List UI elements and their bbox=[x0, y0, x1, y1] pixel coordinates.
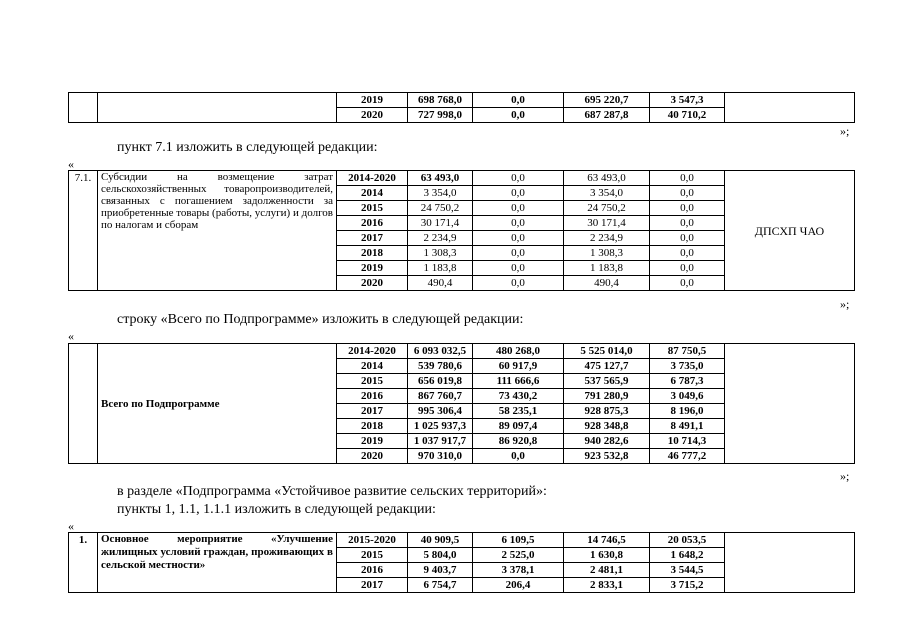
year-cell: 2015 bbox=[337, 548, 408, 563]
total-label: Всего по Подпрограмме bbox=[98, 344, 337, 464]
value-cell: 1 308,3 bbox=[408, 246, 473, 261]
value-cell: 928 875,3 bbox=[564, 404, 650, 419]
year-cell: 2020 bbox=[337, 108, 408, 123]
item-number: 7.1. bbox=[69, 171, 98, 291]
value-cell: 0,0 bbox=[473, 108, 564, 123]
value-cell: 8 491,1 bbox=[650, 419, 725, 434]
value-cell: 0,0 bbox=[650, 171, 725, 186]
year-cell: 2017 bbox=[337, 231, 408, 246]
value-cell: 3 354,0 bbox=[564, 186, 650, 201]
value-cell: 2 234,9 bbox=[564, 231, 650, 246]
year-cell: 2017 bbox=[337, 578, 408, 593]
value-cell: 537 565,9 bbox=[564, 374, 650, 389]
value-cell: 0,0 bbox=[473, 231, 564, 246]
value-cell: 10 714,3 bbox=[650, 434, 725, 449]
value-cell: 0,0 bbox=[650, 276, 725, 291]
table-total bbox=[68, 343, 855, 464]
value-cell: 0,0 bbox=[650, 216, 725, 231]
value-cell: 0,0 bbox=[473, 246, 564, 261]
value-cell: 1 183,8 bbox=[564, 261, 650, 276]
value-cell: 5 525 014,0 bbox=[564, 344, 650, 359]
value-cell: 6 093 032,5 bbox=[408, 344, 473, 359]
value-cell: 5 804,0 bbox=[408, 548, 473, 563]
table-item-7-1 bbox=[68, 170, 855, 291]
item-description: Субсидии на возмещение затрат сельскохозяйственных товаропроизводителей, связанных с погашением задолженности за приобретенные товары (работы, услуги) и долгов по налогам и сборам bbox=[98, 171, 337, 291]
value-cell: 0,0 bbox=[473, 201, 564, 216]
value-cell: 63 493,0 bbox=[408, 171, 473, 186]
value-cell: 1 630,8 bbox=[564, 548, 650, 563]
paragraph: пункты 1, 1.1, 1.1.1 изложить в следующей редакции: bbox=[117, 502, 436, 517]
value-cell: 1 037 917,7 bbox=[408, 434, 473, 449]
year-cell: 2020 bbox=[337, 276, 408, 291]
table-item-1 bbox=[68, 532, 855, 593]
year-cell: 2015-2020 bbox=[337, 533, 408, 548]
value-cell: 727 998,0 bbox=[408, 108, 473, 123]
value-cell: 60 917,9 bbox=[473, 359, 564, 374]
value-cell: 3 049,6 bbox=[650, 389, 725, 404]
value-cell: 995 306,4 bbox=[408, 404, 473, 419]
value-cell: 3 544,5 bbox=[650, 563, 725, 578]
value-cell: 6 109,5 bbox=[473, 533, 564, 548]
table-row bbox=[69, 93, 855, 108]
value-cell: 1 025 937,3 bbox=[408, 419, 473, 434]
value-cell: 1 648,2 bbox=[650, 548, 725, 563]
value-cell: 0,0 bbox=[650, 201, 725, 216]
year-cell: 2015 bbox=[337, 201, 408, 216]
value-cell: 58 235,1 bbox=[473, 404, 564, 419]
year-cell: 2020 bbox=[337, 449, 408, 464]
value-cell: 6 787,3 bbox=[650, 374, 725, 389]
value-cell: 86 920,8 bbox=[473, 434, 564, 449]
value-cell: 0,0 bbox=[650, 261, 725, 276]
opening-quote: « bbox=[68, 519, 74, 533]
value-cell: 0,0 bbox=[473, 261, 564, 276]
year-cell: 2019 bbox=[337, 434, 408, 449]
closing-quote: »; bbox=[840, 124, 850, 138]
value-cell: 539 780,6 bbox=[408, 359, 473, 374]
paragraph: в разделе «Подпрограмма «Устойчивое развитие сельских территорий»: bbox=[117, 484, 547, 499]
year-cell: 2019 bbox=[337, 261, 408, 276]
value-cell: 206,4 bbox=[473, 578, 564, 593]
value-cell: 63 493,0 bbox=[564, 171, 650, 186]
table-row bbox=[69, 533, 855, 548]
value-cell: 698 768,0 bbox=[408, 93, 473, 108]
value-cell: 656 019,8 bbox=[408, 374, 473, 389]
value-cell: 490,4 bbox=[564, 276, 650, 291]
value-cell: 791 280,9 bbox=[564, 389, 650, 404]
year-cell: 2018 bbox=[337, 419, 408, 434]
value-cell: 14 746,5 bbox=[564, 533, 650, 548]
value-cell: 3 715,2 bbox=[650, 578, 725, 593]
value-cell: 24 750,2 bbox=[408, 201, 473, 216]
year-cell: 2016 bbox=[337, 389, 408, 404]
value-cell: 480 268,0 bbox=[473, 344, 564, 359]
item-description: Основное мероприятие «Улучшение жилищных условий граждан, проживающих в сельской местности» bbox=[98, 533, 337, 593]
value-cell: 2 481,1 bbox=[564, 563, 650, 578]
year-cell: 2015 bbox=[337, 374, 408, 389]
value-cell: 928 348,8 bbox=[564, 419, 650, 434]
table-row bbox=[69, 171, 855, 186]
value-cell: 475 127,7 bbox=[564, 359, 650, 374]
opening-quote: « bbox=[68, 329, 74, 343]
year-cell: 2014 bbox=[337, 359, 408, 374]
value-cell: 2 234,9 bbox=[408, 231, 473, 246]
opening-quote: « bbox=[68, 157, 74, 171]
value-cell: 40 710,2 bbox=[650, 108, 725, 123]
year-cell: 2014-2020 bbox=[337, 344, 408, 359]
closing-quote: »; bbox=[840, 297, 850, 311]
paragraph: пункт 7.1 изложить в следующей редакции: bbox=[117, 140, 378, 155]
value-cell: 87 750,5 bbox=[650, 344, 725, 359]
value-cell: 0,0 bbox=[473, 171, 564, 186]
value-cell: 923 532,8 bbox=[564, 449, 650, 464]
value-cell: 3 354,0 bbox=[408, 186, 473, 201]
value-cell: 89 097,4 bbox=[473, 419, 564, 434]
value-cell: 111 666,6 bbox=[473, 374, 564, 389]
value-cell: 0,0 bbox=[650, 246, 725, 261]
value-cell: 490,4 bbox=[408, 276, 473, 291]
value-cell: 867 760,7 bbox=[408, 389, 473, 404]
value-cell: 2 525,0 bbox=[473, 548, 564, 563]
table-row bbox=[69, 344, 855, 359]
value-cell: 6 754,7 bbox=[408, 578, 473, 593]
closing-quote: »; bbox=[840, 469, 850, 483]
executor-cell: ДПСХП ЧАО bbox=[725, 171, 855, 291]
value-cell: 73 430,2 bbox=[473, 389, 564, 404]
top-table bbox=[68, 92, 855, 123]
year-cell: 2014-2020 bbox=[337, 171, 408, 186]
year-cell: 2016 bbox=[337, 563, 408, 578]
value-cell: 30 171,4 bbox=[564, 216, 650, 231]
value-cell: 30 171,4 bbox=[408, 216, 473, 231]
value-cell: 0,0 bbox=[650, 231, 725, 246]
value-cell: 8 196,0 bbox=[650, 404, 725, 419]
value-cell: 1 308,3 bbox=[564, 246, 650, 261]
value-cell: 940 282,6 bbox=[564, 434, 650, 449]
year-cell: 2016 bbox=[337, 216, 408, 231]
value-cell: 2 833,1 bbox=[564, 578, 650, 593]
value-cell: 20 053,5 bbox=[650, 533, 725, 548]
value-cell: 3 735,0 bbox=[650, 359, 725, 374]
item-number: 1. bbox=[69, 533, 98, 593]
value-cell: 3 547,3 bbox=[650, 93, 725, 108]
value-cell: 0,0 bbox=[473, 216, 564, 231]
value-cell: 0,0 bbox=[650, 186, 725, 201]
value-cell: 1 183,8 bbox=[408, 261, 473, 276]
value-cell: 46 777,2 bbox=[650, 449, 725, 464]
year-cell: 2017 bbox=[337, 404, 408, 419]
year-cell: 2018 bbox=[337, 246, 408, 261]
value-cell: 0,0 bbox=[473, 276, 564, 291]
value-cell: 0,0 bbox=[473, 449, 564, 464]
value-cell: 24 750,2 bbox=[564, 201, 650, 216]
year-cell: 2014 bbox=[337, 186, 408, 201]
value-cell: 3 378,1 bbox=[473, 563, 564, 578]
value-cell: 9 403,7 bbox=[408, 563, 473, 578]
value-cell: 0,0 bbox=[473, 93, 564, 108]
value-cell: 970 310,0 bbox=[408, 449, 473, 464]
year-cell: 2019 bbox=[337, 93, 408, 108]
paragraph: строку «Всего по Подпрограмме» изложить в следующей редакции: bbox=[117, 312, 524, 327]
value-cell: 40 909,5 bbox=[408, 533, 473, 548]
value-cell: 687 287,8 bbox=[564, 108, 650, 123]
value-cell: 695 220,7 bbox=[564, 93, 650, 108]
value-cell: 0,0 bbox=[473, 186, 564, 201]
